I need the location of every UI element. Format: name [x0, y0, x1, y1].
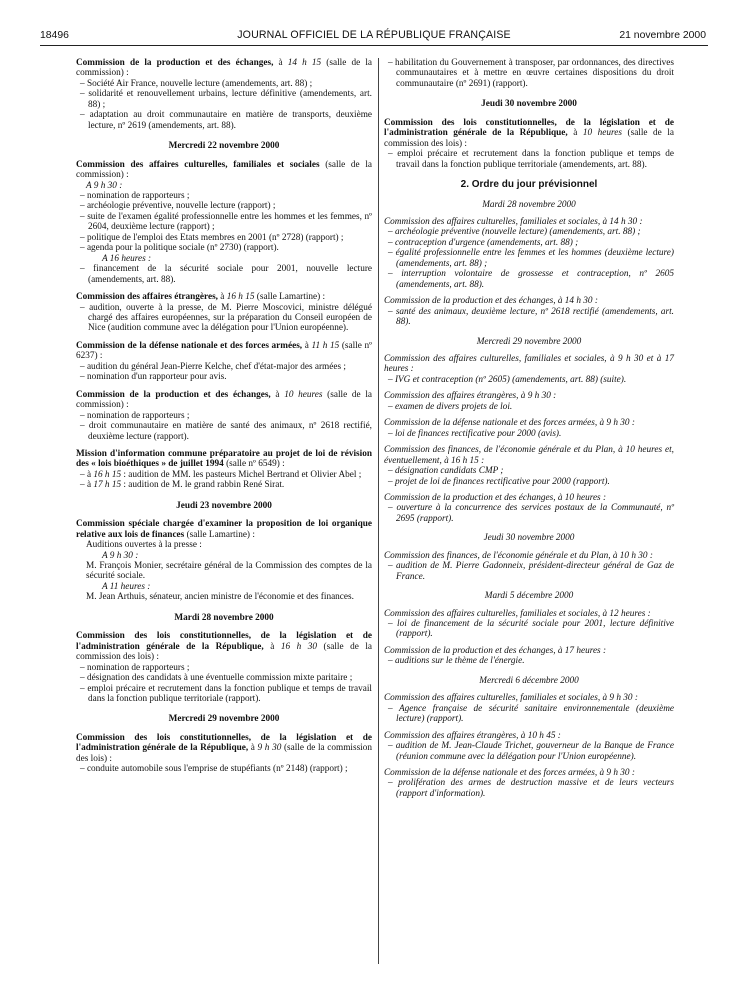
day-heading: Mercredi 29 novembre 2000 [476, 336, 582, 347]
section-title: 2. Ordre du jour prévisionnel [460, 179, 598, 191]
committee-heading: Commission de la production et des échanges, à 14 h 30 : [384, 296, 598, 307]
agenda-item: M. François Monier, secrétaire général de la Commission des comptes de la sécurité sociale. [86, 561, 372, 582]
agenda-item: – désignation des candidats à une éventuelle commission mixte paritaire ; [80, 673, 353, 684]
day-heading: Mardi 28 novembre 2000 [482, 199, 576, 210]
committee-heading: Commission des finances, de l'économie générale et du Plan, à 10 h 30 : [384, 550, 653, 561]
agenda-block [384, 609, 674, 640]
agenda-item: – conduite automobile sous l'emprise de stupéfiants (nº 2148) (rapport) ; [80, 764, 348, 775]
agenda-note: Auditions ouvertes à la presse : [86, 540, 202, 551]
agenda-item: – archéologie préventive, nouvelle lecture (rapport) ; [80, 201, 276, 212]
committee-heading: Commission des affaires culturelles, familiales et sociales, à 14 h 30 : [384, 216, 643, 227]
agenda-block [384, 445, 674, 487]
day-heading: Mercredi 22 novembre 2000 [168, 141, 280, 152]
agenda-item: – solidarité et renouvellement urbains, lecture définitive (amendements, art. 88) ; [80, 89, 372, 110]
committee-heading: Mission d'information commune préparatoire au projet de loi de révision des « lois bioéthiques » de juillet 1994 (salle nº 6549) : [76, 448, 372, 470]
agenda-block [384, 217, 674, 290]
day-heading: Jeudi 30 novembre 2000 [481, 99, 577, 110]
issue-date: 21 novembre 2000 [619, 30, 706, 41]
committee-heading: Commission des lois constitutionnelles, de la législation et de l'administration générale de la République, à 16 h 30 (salle de la commission des lois) : [76, 631, 373, 663]
agenda-block [384, 118, 674, 170]
agenda-item: – égalité professionnelle entre les femmes et les hommes (deuxième lecture) (amendements, art. 88) ; [388, 248, 674, 269]
agenda-item: – santé des animaux, deuxième lecture, nº 2618 rectifié (amendements, art. 88). [388, 306, 674, 328]
agenda-item: – suite de l'examen égalité professionnelle entre les hommes et les femmes, nº 2604, deuxième lecture (rapport) ; [80, 211, 372, 233]
agenda-item: – contraception d'urgence (amendements, art. 88) ; [388, 237, 579, 248]
agenda-item: – audition de M. Jean-Claude Trichet, gouverneur de la Banque de France (réunion commune avec la délégation pour l'Union européenne). [388, 741, 674, 762]
committee-heading: Commission de la production et des échanges, à 10 heures : [384, 492, 607, 503]
day-heading: Mardi 5 décembre 2000 [484, 591, 574, 602]
agenda-item: – habilitation du Gouvernement à transposer, par ordonnances, des directives communautaires et à mettre en œuvre certaines dispositions du droit communautaire (nº 2691) (rapport). [388, 58, 674, 89]
agenda-item: – archéologie préventive (nouvelle lecture) (amendements, art. 88) ; [388, 227, 641, 238]
agenda-item: – à 17 h 15 : audition de M. le grand rabbin René Sirat. [80, 480, 285, 491]
agenda-item: – projet de loi de finances rectificative pour 2000 (rapport). [388, 476, 610, 487]
committee-heading: Commission de la production et des échanges, à 10 heures (salle de la commission) : [76, 389, 372, 411]
agenda-item: – audition de M. Pierre Gadonneix, président-directeur général de Gaz de France. [388, 561, 674, 582]
agenda-item: – interruption volontaire de grossesse et contraception, nº 2605 (amendements, art. 88). [388, 269, 674, 290]
agenda-block [384, 391, 674, 412]
agenda-item: – audition, ouverte à la presse, de M. Pierre Moscovici, ministre délégué chargé des affaires européennes, sur la préparation du Conseil européen de Nice (audition commune avec la délégation pour l'Union européenne). [80, 302, 372, 334]
agenda-item: – IVG et contraception (nº 2605) (amendements, art. 88) (suite). [388, 374, 627, 385]
agenda-item: – nomination de rapporteurs ; [80, 410, 190, 421]
committee-heading: Commission des affaires étrangères, à 9 h 30 : [384, 391, 557, 402]
day-heading: Mardi 28 novembre 2000 [174, 612, 274, 623]
header-rule [40, 45, 708, 46]
agenda-block [76, 519, 372, 603]
agenda-item: – auditions sur le thème de l'énergie. [388, 656, 525, 667]
committee-heading: Commission de la production et des échanges, à 14 h 15 (salle de la commission) : [76, 58, 372, 79]
agenda-item: – adaptation au droit communautaire en matière de transports, deuxième lecture, nº 2619 (amendements, art. 88). [80, 110, 372, 131]
committee-heading: Commission des affaires culturelles, familiales et sociales, à 9 h 30 : [384, 693, 638, 704]
agenda-item: – nomination d'un rapporteur pour avis. [80, 372, 227, 383]
page-header [40, 28, 708, 44]
agenda-block [76, 390, 372, 442]
agenda-item: – à 16 h 15 : audition de MM. les pasteurs Michel Bertrand et Olivier Abel ; [80, 469, 362, 480]
agenda-block [384, 493, 674, 524]
agenda-block [76, 341, 372, 383]
agenda-block [76, 733, 372, 775]
agenda-block [76, 449, 372, 491]
committee-heading: Commission de la défense nationale et des forces armées, à 11 h 15 (salle nº 6237) : [76, 340, 372, 362]
committee-heading: Commission de la défense nationale et des forces armées, à 9 h 30 : [384, 418, 635, 429]
committee-heading: Commission des finances, de l'économie générale et du Plan, à 10 heures et, éventuellement, à 16 h 15 : [384, 445, 674, 466]
time-label: A 9 h 30 : [102, 550, 139, 561]
committee-heading: Commission de la défense nationale et des forces armées, à 9 h 30 : [384, 768, 635, 779]
day-heading: Mercredi 29 novembre 2000 [168, 714, 280, 725]
column-divider [378, 58, 379, 964]
agenda-block [384, 418, 674, 439]
agenda-item: – nomination de rapporteurs ; [80, 662, 190, 673]
agenda-item: – examen de divers projets de loi. [388, 401, 513, 412]
committee-heading: Commission des lois constitutionnelles, de la législation et de l'administration générale de la République, à 9 h 30 (salle de la commission des lois) : [76, 732, 372, 764]
agenda-block [76, 160, 372, 285]
agenda-block [76, 292, 372, 334]
agenda-block [384, 58, 674, 89]
time-label: A 16 heures : [102, 253, 152, 264]
agenda-item: – loi de financement de la sécurité sociale pour 2001, lecture définitive (rapport). [388, 619, 674, 640]
day-heading: Jeudi 23 novembre 2000 [176, 500, 272, 511]
agenda-item: – audition du général Jean-Pierre Kelche, chef d'état-major des armées ; [80, 361, 346, 372]
day-heading: Mercredi 6 décembre 2000 [479, 675, 579, 686]
day-heading: Jeudi 30 novembre 2000 [483, 533, 575, 544]
agenda-block [384, 731, 674, 762]
agenda-block [384, 551, 674, 582]
committee-heading: Commission des affaires culturelles, familiales et sociales (salle de la commission) : [76, 159, 372, 181]
committee-heading: Commission spéciale chargée d'examiner la proposition de loi organique relative aux lois de finances (salle Lamartine) : [76, 519, 372, 540]
agenda-block [384, 646, 674, 667]
agenda-item: – Société Air France, nouvelle lecture (amendements, art. 88) ; [80, 78, 313, 89]
committee-heading: Commission des affaires étrangères, à 10 h 45 : [384, 730, 561, 741]
committee-heading: Commission des affaires culturelles, familiales et sociales, à 12 heures : [384, 608, 651, 619]
time-label: A 9 h 30 : [86, 180, 123, 191]
agenda-item: – désignation candidats CMP ; [388, 466, 504, 477]
right-column [384, 58, 674, 805]
agenda-block [76, 58, 372, 131]
page-number: 18496 [40, 30, 69, 41]
agenda-block [384, 296, 674, 327]
agenda-block [384, 354, 674, 385]
committee-heading: Commission des affaires étrangères, à 16 h 15 (salle Lamartine) : [76, 292, 326, 303]
left-column [76, 58, 372, 782]
agenda-item: – financement de la sécurité sociale pour 2001, nouvelle lecture (amendements, art. 88). [80, 264, 372, 285]
agenda-item: – emploi précaire et recrutement dans la fonction publique et temps de travail dans la fonction publique territoriale (amendements, art. 88). [388, 149, 674, 170]
time-label: A 11 heures : [102, 581, 151, 592]
agenda-item: – politique de l'emploi des Etats membres en 2001 (nº 2728) (rapport) ; [80, 232, 344, 243]
agenda-item: – droit communautaire en matière de santé des animaux, nº 2618 rectifié, deuxième lecture (rapport). [80, 421, 372, 442]
agenda-block [384, 768, 674, 799]
agenda-item: – agenda pour la politique sociale (nº 2730) (rapport). [80, 243, 279, 254]
agenda-item: – emploi précaire et recrutement dans la fonction publique et temps de travail dans la fonction publique territoriale (rapport). [80, 683, 372, 705]
agenda-item: – loi de finances rectificative pour 2000 (avis). [388, 428, 562, 439]
committee-heading: Commission des lois constitutionnelles, de la législation et de l'administration générale de la République, à 10 heures (salle de la commission des lois) : [384, 117, 674, 149]
agenda-item: – nomination de rapporteurs ; [80, 190, 190, 201]
agenda-block [384, 693, 674, 724]
committee-heading: Commission des affaires culturelles, familiales et sociales, à 9 h 30 et à 17 heures : [384, 353, 674, 375]
agenda-item: M. Jean Arthuis, sénateur, ancien ministre de l'économie et des finances. [86, 592, 354, 603]
agenda-item: – ouverture à la concurrence des services postaux de la Communauté, nº 2695 (rapport). [388, 503, 674, 524]
agenda-item: – prolifération des armes de destruction massive et de leurs vecteurs (rapport d'information). [388, 778, 674, 799]
committee-heading: Commission de la production et des échanges, à 17 heures : [384, 645, 607, 656]
agenda-block [76, 631, 372, 704]
agenda-item: – Agence française de sécurité sanitaire environnementale (deuxième lecture) (rapport). [388, 703, 674, 725]
journal-title: JOURNAL OFFICIEL DE LA RÉPUBLIQUE FRANÇAISE [237, 29, 511, 41]
